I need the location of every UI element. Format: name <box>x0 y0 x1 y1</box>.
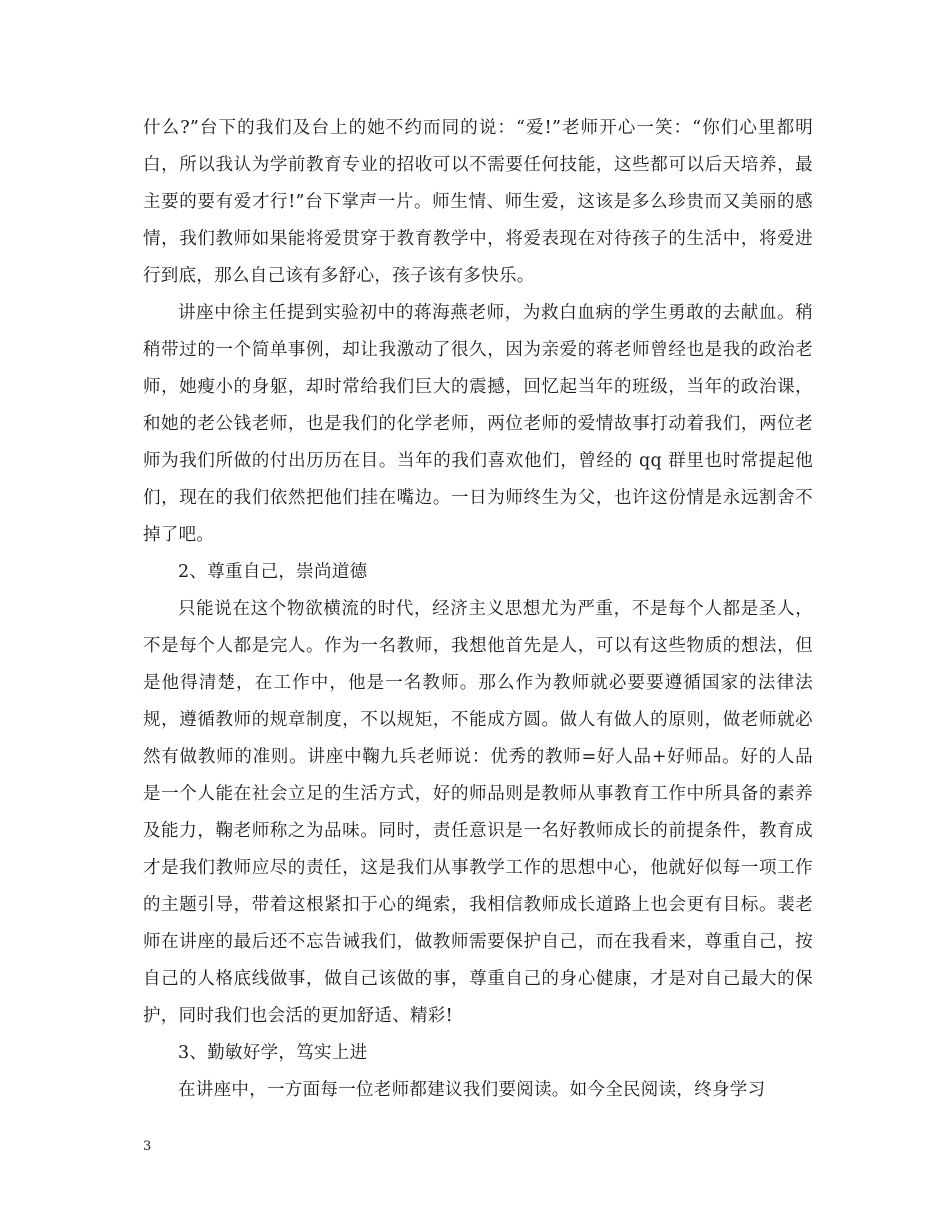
paragraph-respect-self: 只能说在这个物欲横流的时代，经济主义思想尤为严重，不是每个人都是圣人，不是每个人都是完人。作为一名教师，我想他首先是人，可以有这些物质的想法，但是他得清楚，在工作中，他是一名教师。那么作为教师就必要要遵循国家的法律法规，遵循教师的规章制度，不以规矩，不能成方圆。做人有做人的原则，做老师就必然有做教师的准则。讲座中鞠九兵老师说：优秀的教师=好人品+好师品。好的人品是一个人能在社会立足的生活方式，好的师品则是教师从事教育工作中所具备的素养及能力，鞠老师称之为品味。同时，责任意识是一名好教师成长的前提条件，教育成才是我们教师应尽的责任，这是我们从事教学工作的思想中心，他就好似每一项工作的主题引导，带着这根紧扣于心的绳索，我相信教师成长道路上也会更有目标。裴老师在讲座的最后还不忘告诫我们，做教师需要保护自己，而在我看来，尊重自己，按自己的人格底线做事，做自己该做的事，尊重自己的身心健康，才是对自己最大的保护，同时我们也会活的更加舒适、精彩! <box>143 599 813 1026</box>
section-heading-3: 3、勤敏好学，笃实上进 <box>178 1043 368 1063</box>
section-heading-2: 2、尊重自己，崇尚道德 <box>178 562 368 582</box>
paragraph-teacher-story: 讲座中徐主任提到实验初中的蒋海燕老师，为救白血病的学生勇敢的去献血。稍稍带过的一个简单事例，却让我激动了很久，因为亲爱的蒋老师曾经也是我的政治老师，她瘦小的身躯，却时常给我们巨大的震撼，回忆起当年的班级，当年的政治课，和她的老公钱老师，也是我们的化学老师，两位老师的爱情故事打动着我们，两位老师为我们所做的付出历历在目。当年的我们喜欢他们，曾经的 qq 群里也时常提起他们，现在的我们依然把他们挂在嘴边。一日为师终生为父，也许这份情是永远割舍不掉了吧。 <box>143 303 813 545</box>
paragraph-reading: 在讲座中，一方面每一位老师都建议我们要阅读。如今全民阅读，终身学习 <box>178 1080 766 1100</box>
document-body <box>143 110 813 1109</box>
page-number: 3 <box>143 1139 152 1154</box>
paragraph-intro-continued: 什么?”台下的我们及台上的她不约而同的说：“爱!”老师开心一笑：“你们心里都明白，所以我认为学前教育专业的招收可以不需要任何技能，这些都可以后天培养，最主要的要有爱才行!”台下掌声一片。师生情、师生爱，这该是多么珍贵而又美丽的感情，我们教师如果能将爱贯穿于教育教学中，将爱表现在对待孩子的生活中，将爱进行到底，那么自己该有多舒心，孩子该有多快乐。 <box>143 118 813 286</box>
